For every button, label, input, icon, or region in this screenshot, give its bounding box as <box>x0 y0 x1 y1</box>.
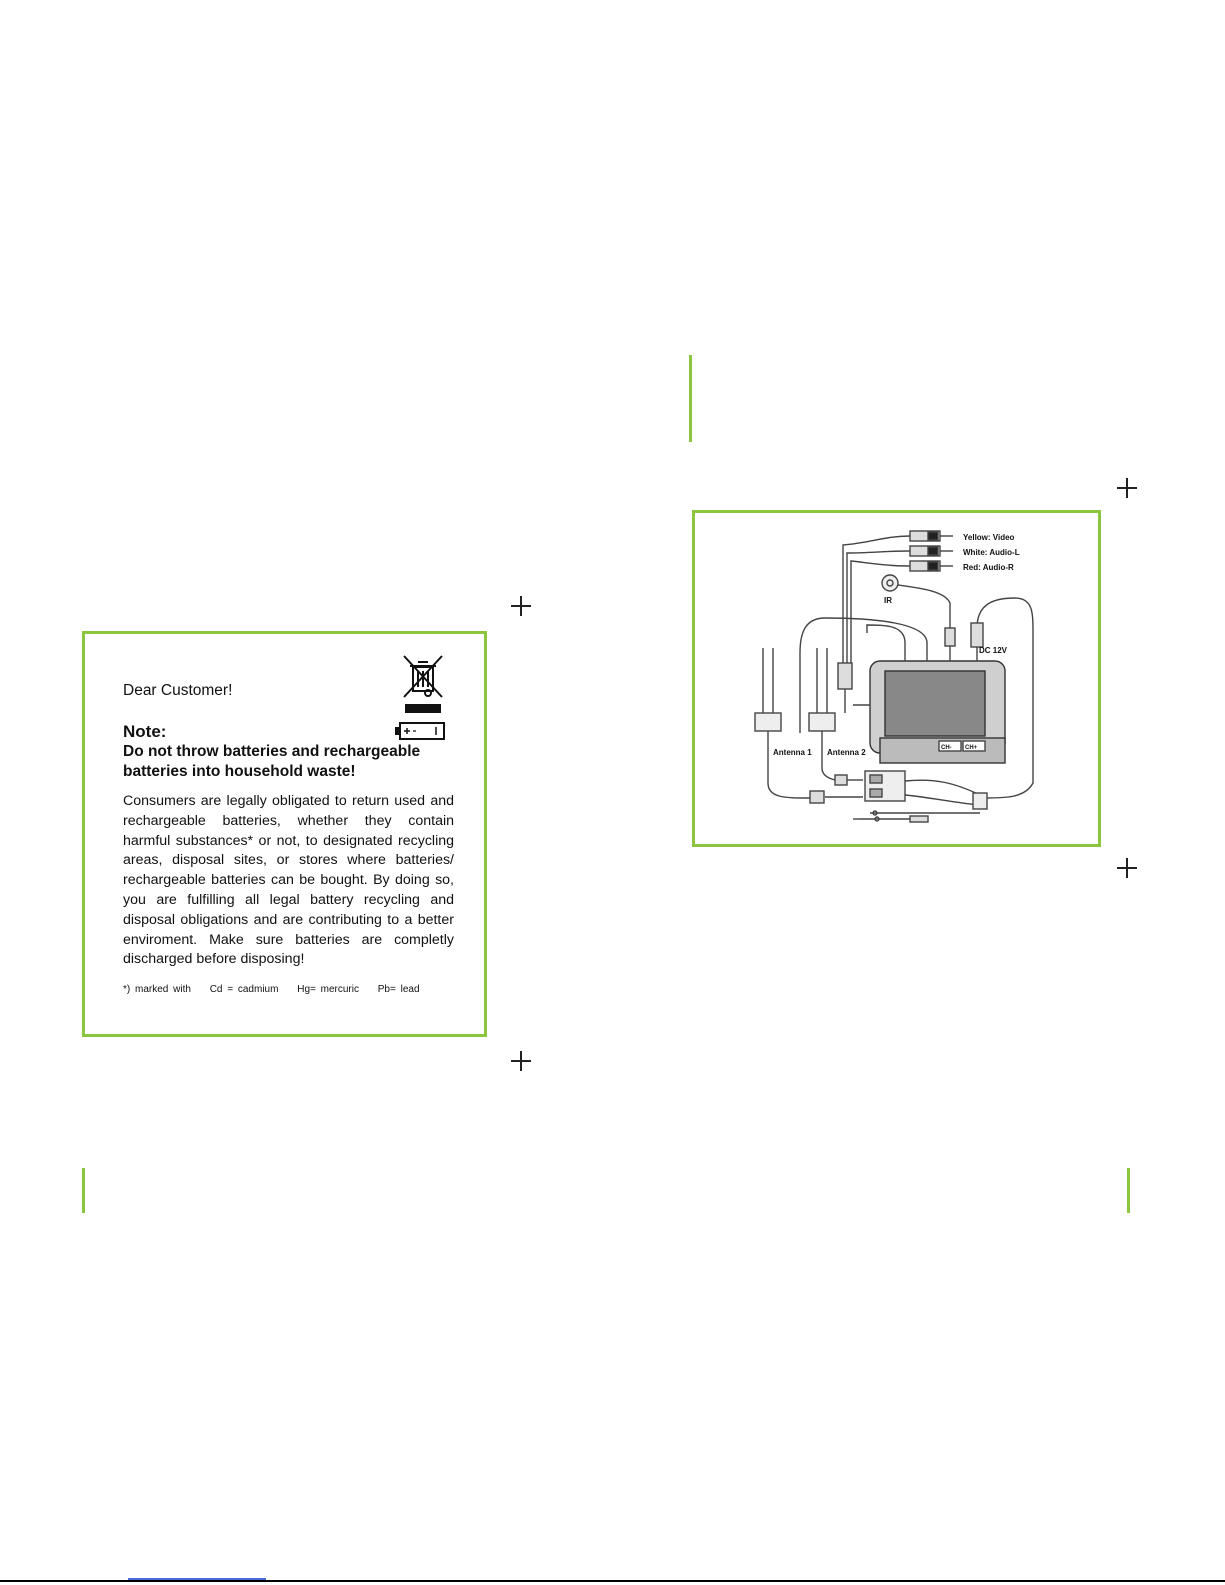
connection-diagram <box>695 513 1098 844</box>
label-antenna-2: Antenna 2 <box>827 748 866 757</box>
label-ch-minus: CH- <box>941 745 952 751</box>
crop-mark <box>511 596 531 616</box>
bottom-accent-rule <box>128 1578 266 1580</box>
label-red-audio-r: Red: Audio-R <box>963 563 1014 572</box>
bottom-right-green-rule <box>1127 1168 1130 1213</box>
connection-diagram-box <box>692 510 1101 847</box>
battery-warning: Do not throw batteries and rechargeable batteries into household waste! <box>123 743 421 780</box>
label-white-audio-l: White: Audio-L <box>963 548 1020 557</box>
crop-mark <box>1117 858 1137 878</box>
bottom-rule <box>0 1580 1225 1582</box>
label-ir: IR <box>884 596 892 605</box>
footnote: *) marked with Cd = cadmium Hg= mercuric Pb= lead <box>123 984 420 995</box>
label-yellow-video: Yellow: Video <box>963 533 1015 542</box>
crop-mark <box>511 1051 531 1071</box>
greeting: Dear Customer! <box>123 682 233 699</box>
label-dc-12v: DC 12V <box>979 646 1008 655</box>
crossed-out-bin-icon <box>401 653 445 715</box>
label-antenna-1: Antenna 1 <box>773 748 812 757</box>
top-right-green-rule <box>689 355 692 442</box>
crop-mark <box>1117 478 1137 498</box>
battery-notice-box <box>82 631 487 1037</box>
bottom-left-green-rule <box>82 1168 85 1213</box>
disposal-instructions: Consumers are legally obligated to return used and rechargeable batteries, whether they contain harmful substances* or not, to designated recycling areas, disposal sites, or stores where batteries/ rechargeable batteries can be bought. By doing so, you are fulfilling all legal battery recycling and disposal obligations and are contributing to a better enviroment. Make sure batteries are completly discharged before disposing! <box>123 793 454 968</box>
note-title: Note: <box>123 722 167 741</box>
battery-icon <box>394 721 446 741</box>
label-ch-plus: CH+ <box>965 745 978 751</box>
